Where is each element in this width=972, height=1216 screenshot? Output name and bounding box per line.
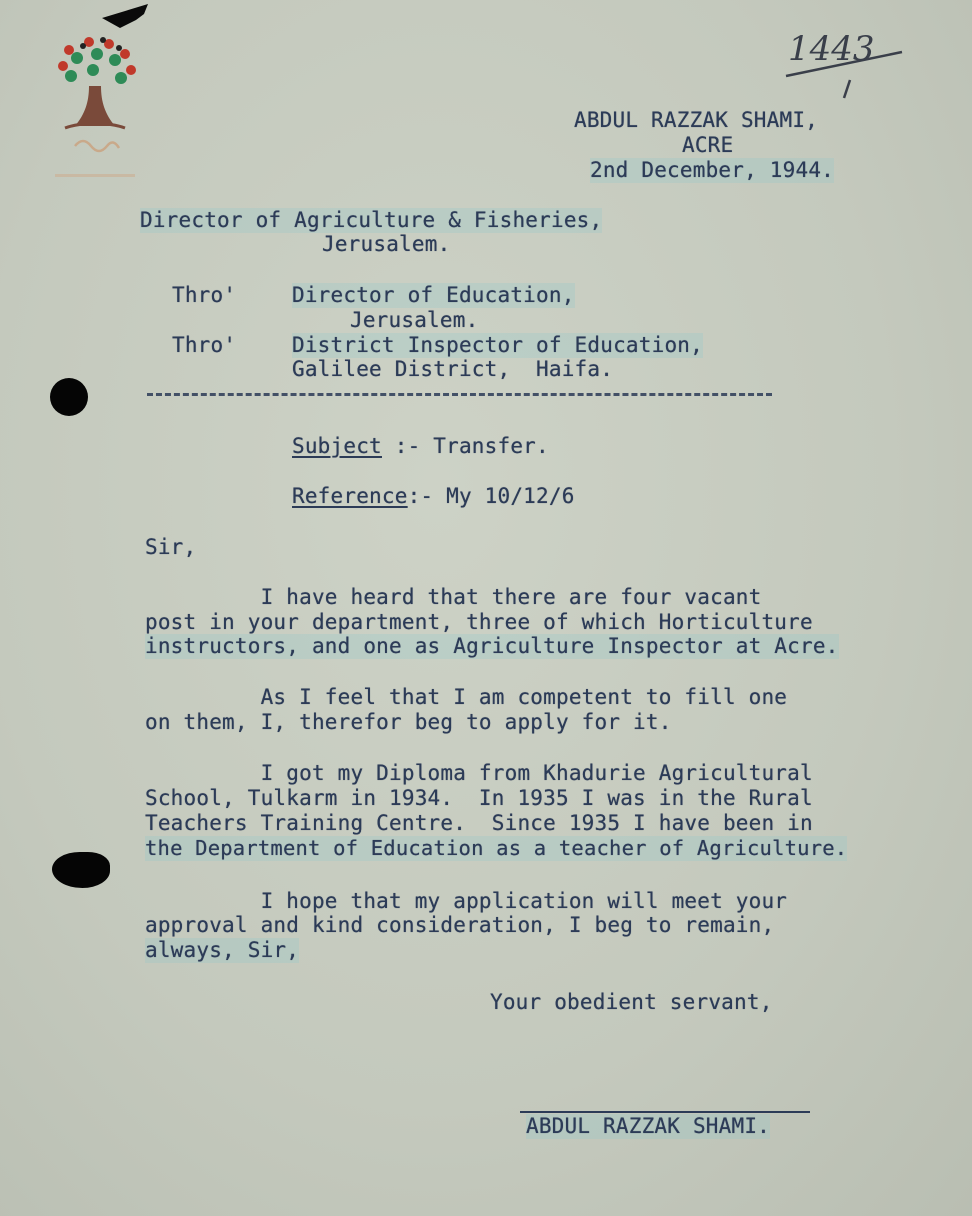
body-p4-line-1: I hope that my application will meet your [145, 889, 788, 913]
reference-label: Reference [292, 484, 408, 508]
addressee-line-1: Director of Agriculture & Fisheries, [140, 208, 603, 232]
body-p4-line-2: approval and kind consideration, I beg to remain, [145, 913, 775, 937]
body-p1-line-1: I have heard that there are four vacant [145, 585, 762, 609]
sender-city: ACRE [682, 133, 734, 157]
svg-text:1443: 1443 [788, 29, 875, 69]
body-p4-line-3: always, Sir, [145, 938, 300, 962]
sender-name: ABDUL RAZZAK SHAMI, [574, 108, 819, 132]
body-p3-line-4: the Department of Education as a teacher of Agriculture. [145, 836, 848, 860]
archive-tree-logo-icon [45, 30, 145, 190]
corner-mark-icon [100, 0, 152, 30]
through-label-2: Thro' [172, 333, 237, 357]
through-line-1b: Jerusalem. [350, 308, 479, 332]
body-p3-line-3: Teachers Training Centre. Since 1935 I have been in [145, 811, 813, 835]
body-p2-line-2: on them, I, therefor beg to apply for it. [145, 710, 672, 734]
closing: Your obedient servant, [490, 990, 773, 1014]
body-p3-line-1: I got my Diploma from Khadurie Agricultural [145, 761, 813, 785]
subject-label: Subject [292, 434, 382, 458]
dashed-separator [147, 393, 772, 396]
signature-line [520, 1111, 810, 1113]
signature-name: ABDUL RAZZAK SHAMI. [526, 1114, 771, 1138]
body-p2-line-1: As I feel that I am competent to fill one [145, 685, 788, 709]
through-line-1: Director of Education, [292, 283, 575, 307]
through-line-2b: Galilee District, Haifa. [292, 357, 614, 381]
body-p3-line-2: School, Tulkarm in 1934. In 1935 I was in the Rural [145, 786, 813, 810]
through-label-1: Thro' [172, 283, 237, 307]
handwritten-number [780, 22, 910, 102]
subject-value: :- Transfer. [381, 434, 549, 458]
addressee-line-2: Jerusalem. [322, 232, 451, 256]
through-line-2: District Inspector of Education, [292, 333, 703, 357]
body-p1-line-2: post in your department, three of which Horticulture [145, 610, 813, 634]
punch-hole-top [50, 378, 88, 416]
subject-line [292, 434, 549, 459]
reference-value: :- My 10/12/6 [407, 484, 575, 508]
punch-hole-bottom [52, 852, 110, 888]
body-p1-line-3: instructors, and one as Agriculture Inspector at Acre. [145, 634, 839, 658]
reference-line [292, 484, 575, 509]
letter-date: 2nd December, 1944. [590, 158, 835, 182]
salutation: Sir, [145, 535, 197, 559]
